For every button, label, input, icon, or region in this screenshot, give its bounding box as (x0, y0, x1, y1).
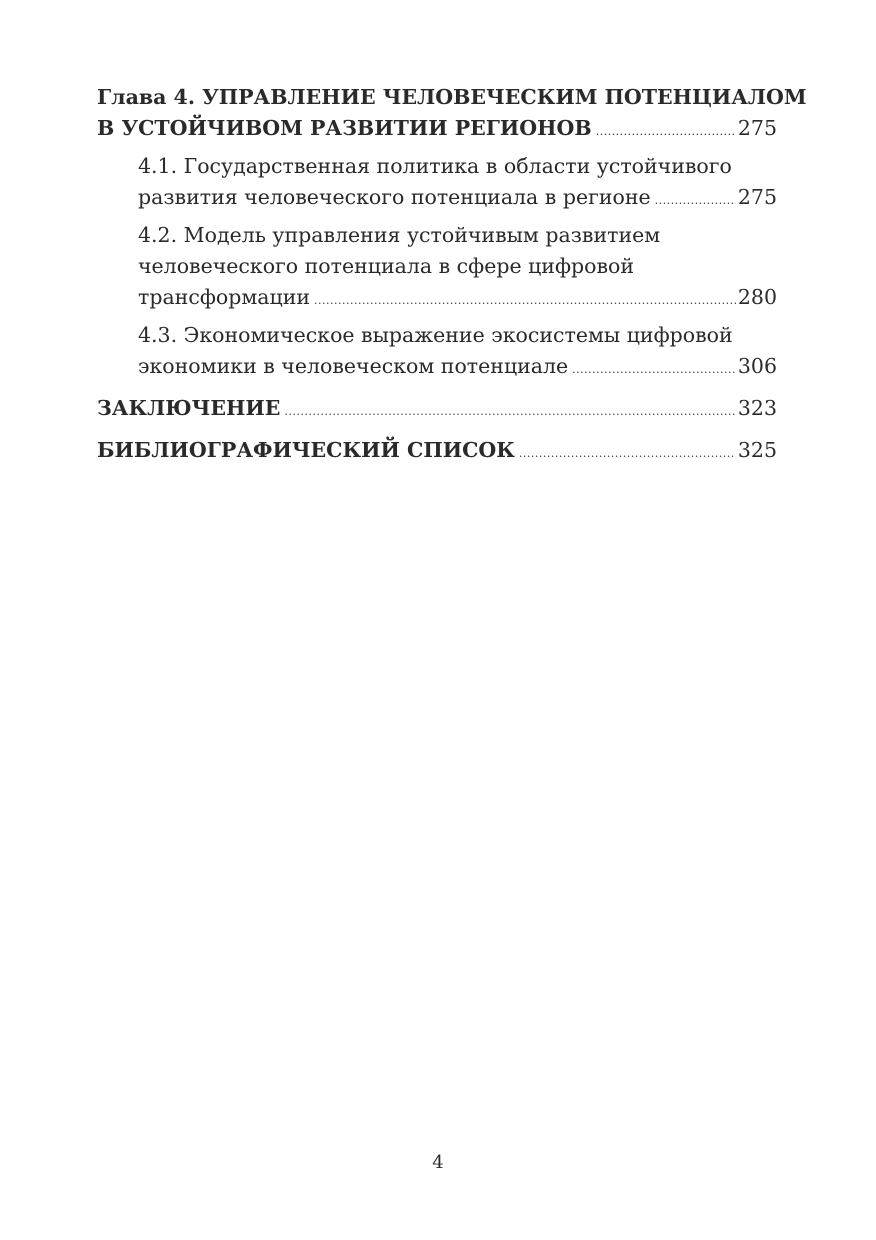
toc-section-4-2-line2: человеческого потенциала в сфере цифровой (138, 254, 635, 278)
toc-section-4-1-line2: развития человеческого потенциала в регионе (138, 185, 651, 209)
page-number: 4 (432, 1152, 444, 1173)
toc-section-4-2-line1: 4.2. Модель управления устойчивым развитием (138, 223, 661, 247)
toc-bibliography[interactable] (97, 435, 777, 469)
toc-section-4-2-line3: трансформации (138, 285, 311, 309)
dot-leader (284, 396, 736, 427)
toc-section-4-1-line1: 4.1. Государственная политика в области устойчивого (138, 154, 732, 178)
toc-conclusion-title: ЗАКЛЮЧЕНИЕ (97, 396, 281, 420)
toc-chapter-4-page: 275 (737, 116, 777, 140)
dot-leader (572, 354, 736, 385)
toc-chapter-4[interactable] (97, 82, 807, 147)
toc-section-4-1[interactable] (97, 151, 777, 216)
toc-conclusion-page: 323 (737, 396, 777, 420)
toc-section-4-2[interactable] (97, 220, 777, 316)
toc-section-4-3-line2: экономики в человеческом потенциале (138, 354, 569, 378)
dot-leader (314, 285, 736, 316)
toc-bibliography-title: БИБЛИОГРАФИЧЕСКИЙ СПИСОК (97, 438, 515, 462)
toc-chapter-4-title-line2: В УСТОЙЧИВОМ РАЗВИТИИ РЕГИОНОВ (97, 116, 592, 140)
table-of-contents (97, 82, 807, 469)
toc-section-4-2-page: 280 (737, 285, 777, 309)
toc-conclusion[interactable] (97, 393, 777, 427)
toc-chapter-4-title-line1: Глава 4. УПРАВЛЕНИЕ ЧЕЛОВЕЧЕСКИМ ПОТЕНЦИАЛОМ (97, 85, 807, 109)
dot-leader (596, 116, 736, 147)
dot-leader (519, 438, 736, 469)
toc-section-4-3-line1: 4.3. Экономическое выражение экосистемы цифровой (138, 323, 733, 347)
toc-bibliography-page: 325 (737, 438, 777, 462)
toc-section-4-3-page: 306 (737, 354, 777, 378)
dot-leader (655, 185, 736, 216)
toc-section-4-3[interactable] (97, 320, 777, 385)
toc-section-4-1-page: 275 (737, 185, 777, 209)
